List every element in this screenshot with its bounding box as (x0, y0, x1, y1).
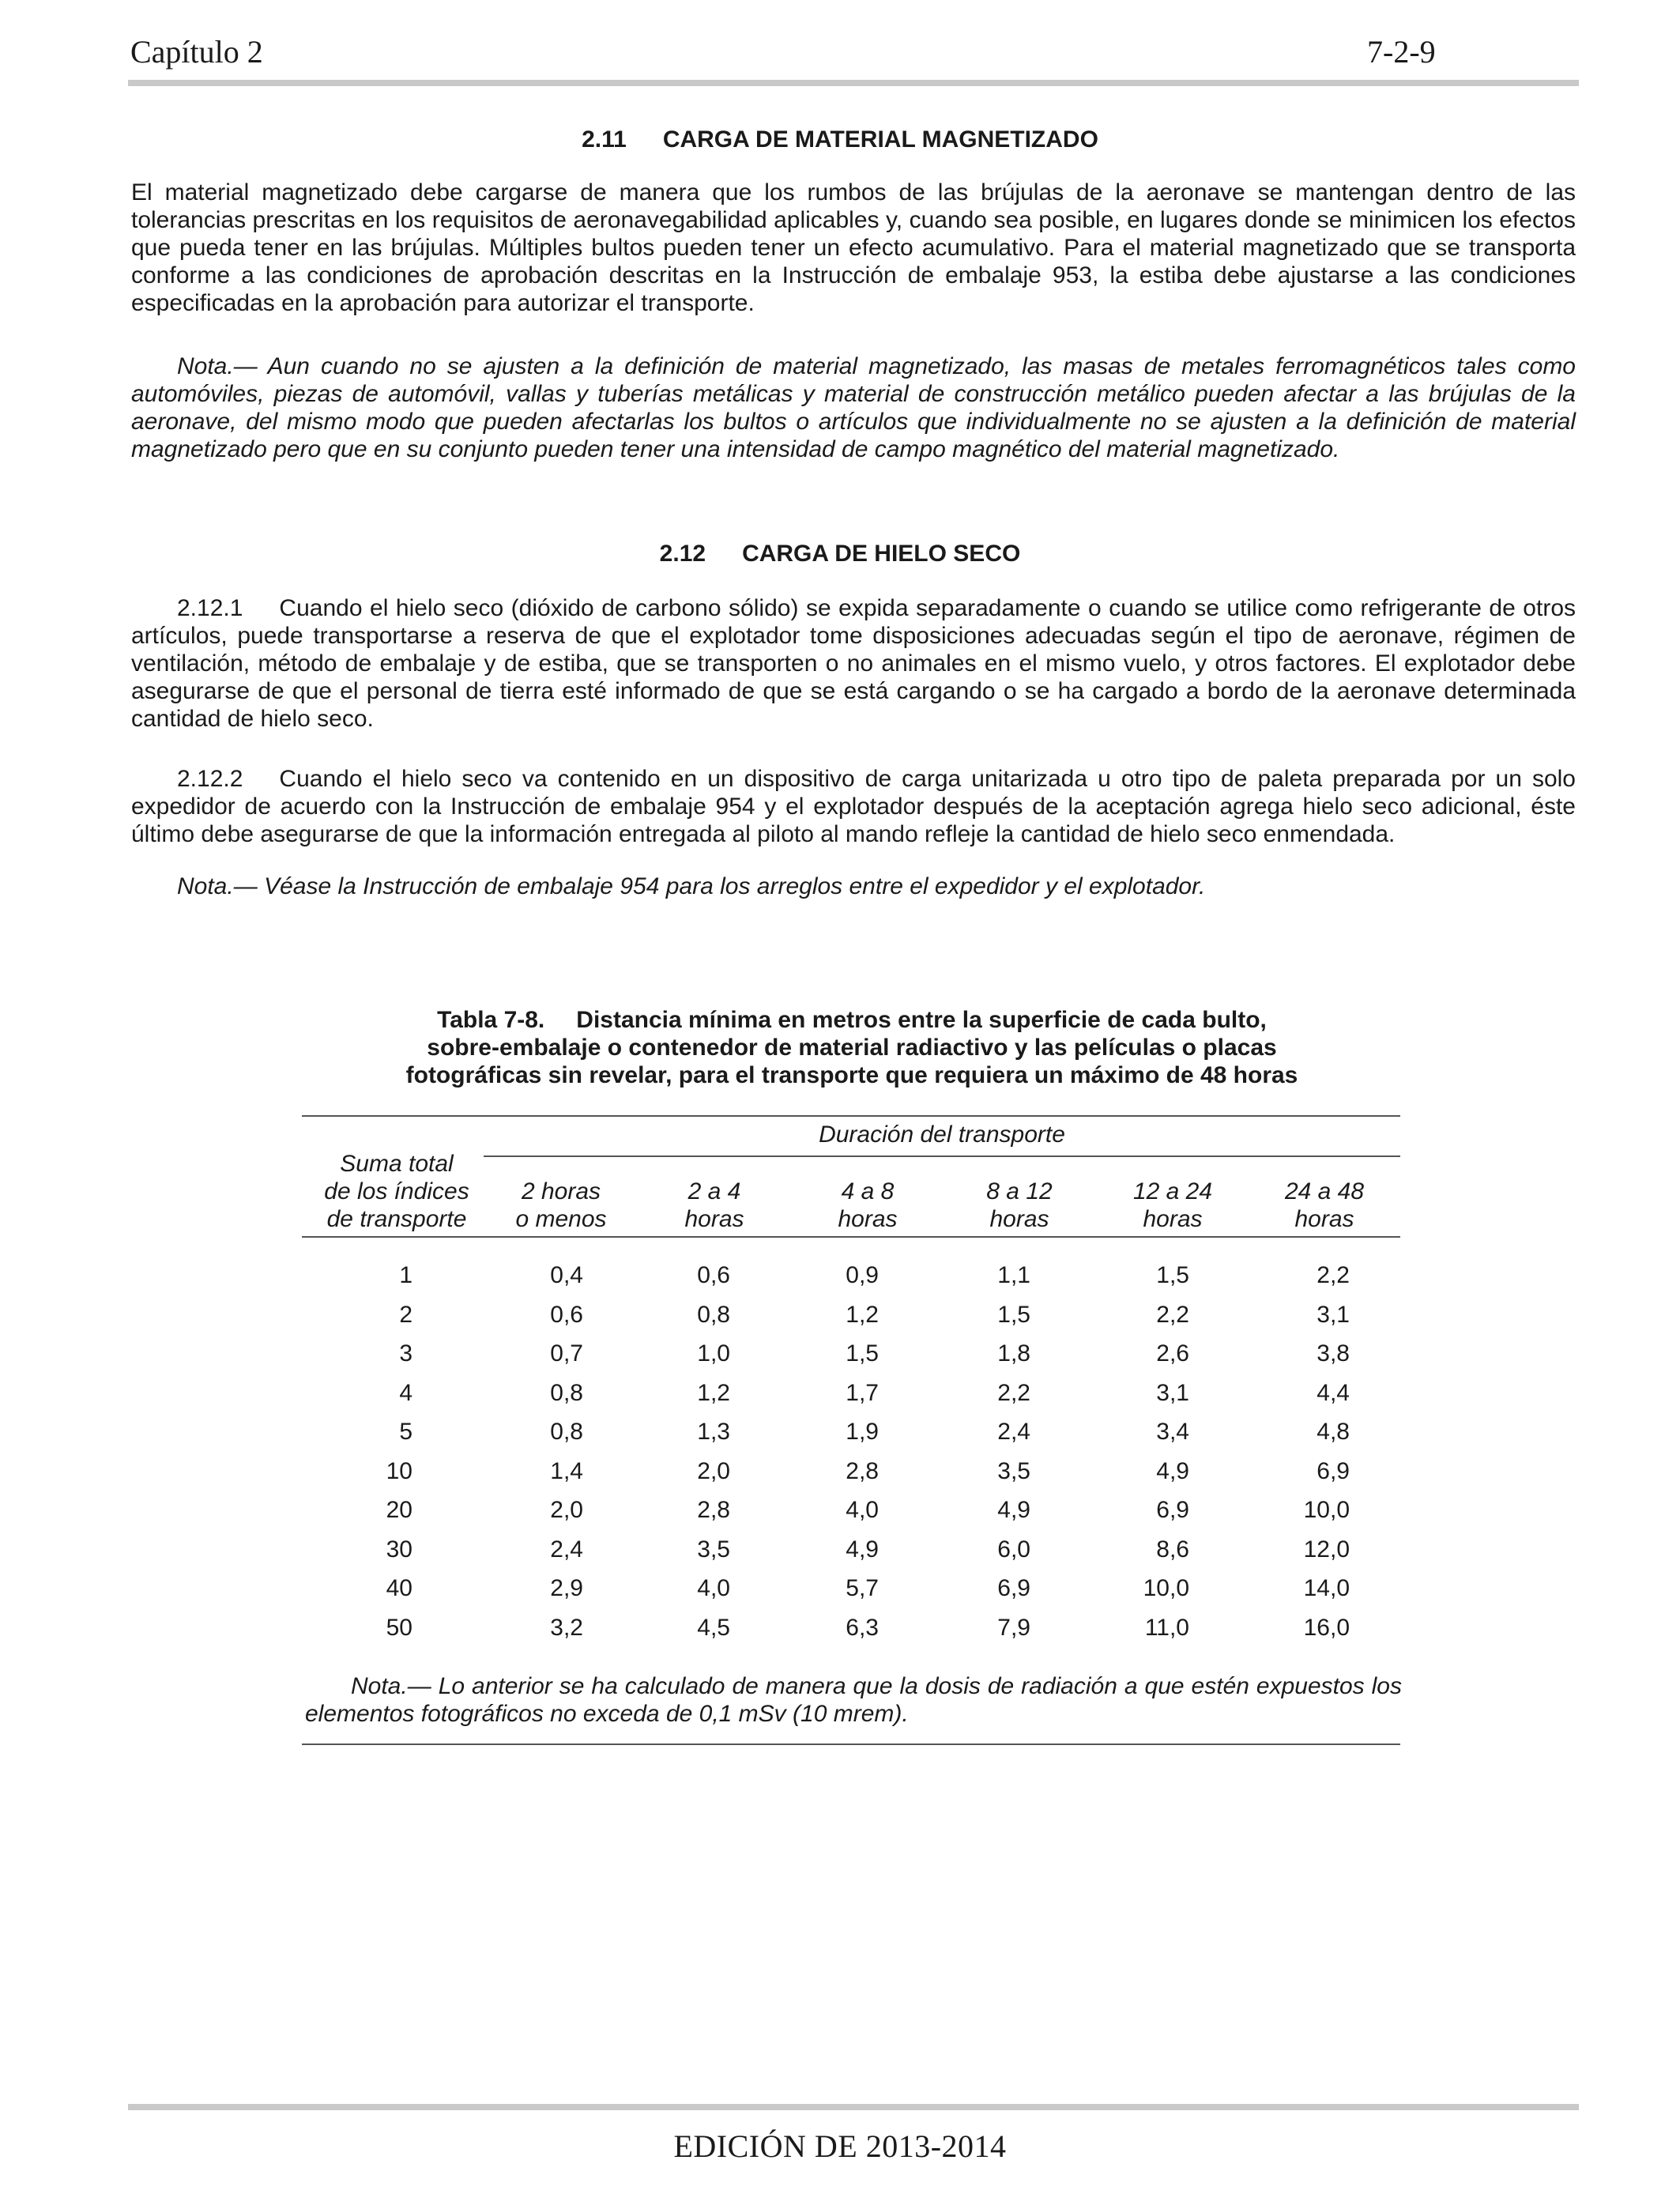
column-header (789, 1178, 947, 1233)
transport-index-cell: 3 (399, 1340, 412, 1367)
paragraph-text: Cuando el hielo seco va contenido en un dispositivo de carga unitarizada u otro tipo de paleta preparada por un solo expedidor de acuerdo con la Instrucción de embalaje 954 y el explotador después de la aceptación agrega hielo seco adicional, éste último debe asegurarse de que la información entregada al piloto al mando refleje la cantidad de hielo seco enmendada. (131, 766, 1576, 847)
distance-cell: 3,1 (1317, 1301, 1350, 1328)
distance-cell: 1,1 (997, 1262, 1030, 1288)
distance-cell: 2,2 (1317, 1262, 1350, 1288)
column-header-line: horas (838, 1206, 898, 1232)
caption-line-2: sobre-embalaje o contenedor de material radiactivo y las películas o placas (427, 1035, 1277, 1061)
note-label: Nota.— (351, 1673, 431, 1699)
transport-index-cell: 40 (386, 1575, 412, 1601)
distance-cell: 6,9 (1156, 1497, 1189, 1523)
table-top-rule (302, 1115, 1400, 1117)
column-header (1245, 1178, 1403, 1233)
table-note (305, 1672, 1402, 1728)
column-header (1094, 1178, 1252, 1233)
distance-cell: 0,7 (550, 1340, 583, 1367)
distance-cell: 10,0 (1303, 1497, 1350, 1523)
section-number: 2.12 (659, 541, 706, 567)
distance-cell: 1,9 (846, 1419, 879, 1445)
distance-cell: 6,9 (997, 1575, 1030, 1601)
distance-cell: 6,0 (997, 1536, 1030, 1563)
distance-cell: 4,0 (846, 1497, 879, 1523)
section-number: 2.11 (582, 126, 627, 153)
distance-cell: 2,2 (1156, 1301, 1189, 1328)
transport-index-cell: 4 (399, 1379, 412, 1406)
column-header-line: horas (989, 1206, 1049, 1232)
chapter-label: Capítulo 2 (130, 34, 263, 70)
distance-cell: 0,8 (697, 1301, 730, 1328)
transport-index-cell: 30 (386, 1536, 412, 1563)
distance-cell: 0,8 (550, 1419, 583, 1445)
caption-line-1: Distancia mínima en metros entre la superficie de cada bulto, (576, 1007, 1267, 1033)
distance-cell: 2,9 (550, 1575, 583, 1601)
column-header-line: 8 a 12 (986, 1178, 1053, 1204)
footer-rule (128, 2104, 1579, 2110)
distance-cell: 4,4 (1317, 1379, 1350, 1406)
distance-cell: 0,6 (550, 1301, 583, 1328)
distance-cell: 1,2 (697, 1379, 730, 1406)
row-header-line: de transporte (326, 1206, 467, 1232)
duration-group-header: Duración del transporte (819, 1122, 1065, 1148)
column-header-line: 12 a 24 (1132, 1178, 1213, 1204)
distance-cell: 8,6 (1156, 1536, 1189, 1563)
column-header (635, 1178, 793, 1233)
distance-cell: 4,9 (846, 1536, 879, 1563)
distance-cell: 4,0 (697, 1575, 730, 1601)
distance-cell: 3,1 (1156, 1379, 1189, 1406)
distance-cell: 6,3 (846, 1614, 879, 1641)
column-header-line: 24 a 48 (1284, 1178, 1365, 1204)
transport-index-cell: 5 (399, 1419, 412, 1445)
distance-cell: 4,5 (697, 1614, 730, 1641)
table-number: Tabla 7-8. (437, 1007, 545, 1033)
distance-cell: 2,6 (1156, 1340, 1189, 1367)
distance-cell: 1,2 (846, 1301, 879, 1328)
column-header-line: 4 a 8 (841, 1178, 895, 1204)
distance-cell: 10,0 (1143, 1575, 1189, 1601)
distance-cell: 2,2 (997, 1379, 1030, 1406)
edition-footer: EDICIÓN DE 2013-2014 (673, 2128, 1007, 2164)
transport-index-cell: 1 (399, 1262, 412, 1288)
distance-cell: 0,4 (550, 1262, 583, 1288)
distance-cell: 4,9 (1156, 1457, 1189, 1484)
section-2-12-note (131, 873, 1576, 900)
note-text: Véase la Instrucción de embalaje 954 para los arreglos entre el expedidor y el explotador. (264, 873, 1206, 899)
distance-cell: 4,9 (997, 1497, 1030, 1523)
note-text: Aun cuando no se ajusten a la definición de material magnetizado, las masas de metales ferromagnéticos tales como automóviles, piezas de automóvil, vallas y tuberías metálicas y material de construcción metálico pueden afectar a las brújulas de la aeronave, del mismo modo que pueden afectarlas los bultos o artículos que individualmente no se ajusten a la definición de material magnetizado pero que en su conjunto pueden tener una intensidad de campo magnético del material magnetizado. (131, 353, 1576, 462)
distance-cell: 4,8 (1317, 1419, 1350, 1445)
paragraph-number: 2.12.2 (177, 766, 243, 792)
group-header-rule (484, 1155, 1400, 1157)
distance-cell: 1,7 (846, 1379, 879, 1406)
distance-cell: 14,0 (1303, 1575, 1350, 1601)
column-header (482, 1178, 640, 1233)
transport-index-cell: 2 (399, 1301, 412, 1328)
section-title: CARGA DE MATERIAL MAGNETIZADO (662, 126, 1098, 153)
distance-cell: 0,9 (846, 1262, 879, 1288)
distance-cell: 1,0 (697, 1340, 730, 1367)
column-header-line: horas (1294, 1206, 1354, 1232)
paragraph-2-12-2 (131, 765, 1576, 848)
section-2-11-note (131, 352, 1576, 463)
column-header-line: o menos (515, 1206, 607, 1232)
note-label: Nota.— (177, 353, 258, 379)
distance-cell: 2,0 (550, 1497, 583, 1523)
distance-cell: 1,5 (1156, 1262, 1189, 1288)
section-2-11-heading (0, 126, 1680, 153)
distance-cell: 16,0 (1303, 1614, 1350, 1641)
table-bottom-rule (302, 1744, 1400, 1745)
distance-cell: 3,5 (997, 1457, 1030, 1484)
distance-cell: 3,4 (1156, 1419, 1189, 1445)
row-header-line: Suma total (340, 1151, 454, 1177)
distance-cell: 2,8 (846, 1457, 879, 1484)
column-header-line: 2 horas (521, 1178, 601, 1204)
paragraph-number: 2.12.1 (177, 595, 243, 621)
distance-cell: 5,7 (846, 1575, 879, 1601)
note-text: Lo anterior se ha calculado de manera que la dosis de radiación a que estén expuestos los elementos fotográficos no exceda de 0,1 mSv (10 mrem). (305, 1673, 1402, 1727)
caption-line-3: fotográficas sin revelar, para el transporte que requiera un máximo de 48 horas (405, 1062, 1298, 1088)
distance-cell: 2,4 (997, 1419, 1030, 1445)
table-caption (300, 1006, 1403, 1089)
page-number: 7-2-9 (1367, 34, 1436, 70)
paragraph-2-12-1 (131, 594, 1576, 733)
distance-cell: 1,5 (846, 1340, 879, 1367)
distance-cell: 6,9 (1317, 1457, 1350, 1484)
column-header-line: 2 a 4 (687, 1178, 741, 1204)
column-header-line: horas (1143, 1206, 1203, 1232)
distance-cell: 1,3 (697, 1419, 730, 1445)
section-title: CARGA DE HIELO SECO (742, 541, 1021, 567)
transport-index-cell: 50 (386, 1614, 412, 1641)
distance-cell: 3,5 (697, 1536, 730, 1563)
transport-index-cell: 20 (386, 1497, 412, 1523)
distance-cell: 1,8 (997, 1340, 1030, 1367)
distance-cell: 12,0 (1303, 1536, 1350, 1563)
distance-cell: 3,2 (550, 1614, 583, 1641)
row-header (302, 1150, 492, 1233)
distance-cell: 11,0 (1144, 1614, 1189, 1641)
distance-cell: 0,6 (697, 1262, 730, 1288)
transport-index-cell: 10 (386, 1457, 412, 1484)
row-header-line: de los índices (324, 1178, 469, 1204)
distance-cell: 1,4 (550, 1457, 583, 1484)
distance-cell: 3,8 (1317, 1340, 1350, 1367)
section-2-11-paragraph: El material magnetizado debe cargarse de manera que los rumbos de las brújulas de la aeronave se mantengan dentro de las tolerancias prescritas en los requisitos de aeronavegabilidad aplicables y, cuando sea posible, en lugares donde se minimicen los efectos que pueda tener en las brújulas. Múltiples bultos pueden tener un efecto acumulativo. Para el material magnetizado que se transporta conforme a las condiciones de aprobación descritas en la Instrucción de embalaje 953, la estiba debe ajustarse a las condiciones especificadas en la aprobación para autorizar el transporte. (131, 179, 1576, 316)
distance-cell: 2,8 (697, 1497, 730, 1523)
column-header-line: horas (684, 1206, 744, 1232)
header-rule (128, 80, 1579, 86)
note-label: Nota.— (177, 873, 258, 899)
header-bottom-rule (302, 1236, 1400, 1238)
section-2-12-heading (0, 541, 1680, 567)
distance-cell: 0,8 (550, 1379, 583, 1406)
paragraph-text: Cuando el hielo seco (dióxido de carbono sólido) se expida separadamente o cuando se utilice como refrigerante de otros artículos, puede transportarse a reserva de que el explotador tome disposiciones adecuadas según el tipo de aeronave, régimen de ventilación, método de embalaje y de estiba, que se transporten o no animales en el mismo vuelo, y otros factores. El explotador debe asegurarse de que el personal de tierra esté informado de que se está cargando o se ha cargado a bordo de la aeronave determinada cantidad de hielo seco. (131, 595, 1576, 732)
column-header (940, 1178, 1098, 1233)
distance-cell: 7,9 (997, 1614, 1030, 1641)
distance-cell: 1,5 (997, 1301, 1030, 1328)
distance-cell: 2,0 (697, 1457, 730, 1484)
distance-cell: 2,4 (550, 1536, 583, 1563)
